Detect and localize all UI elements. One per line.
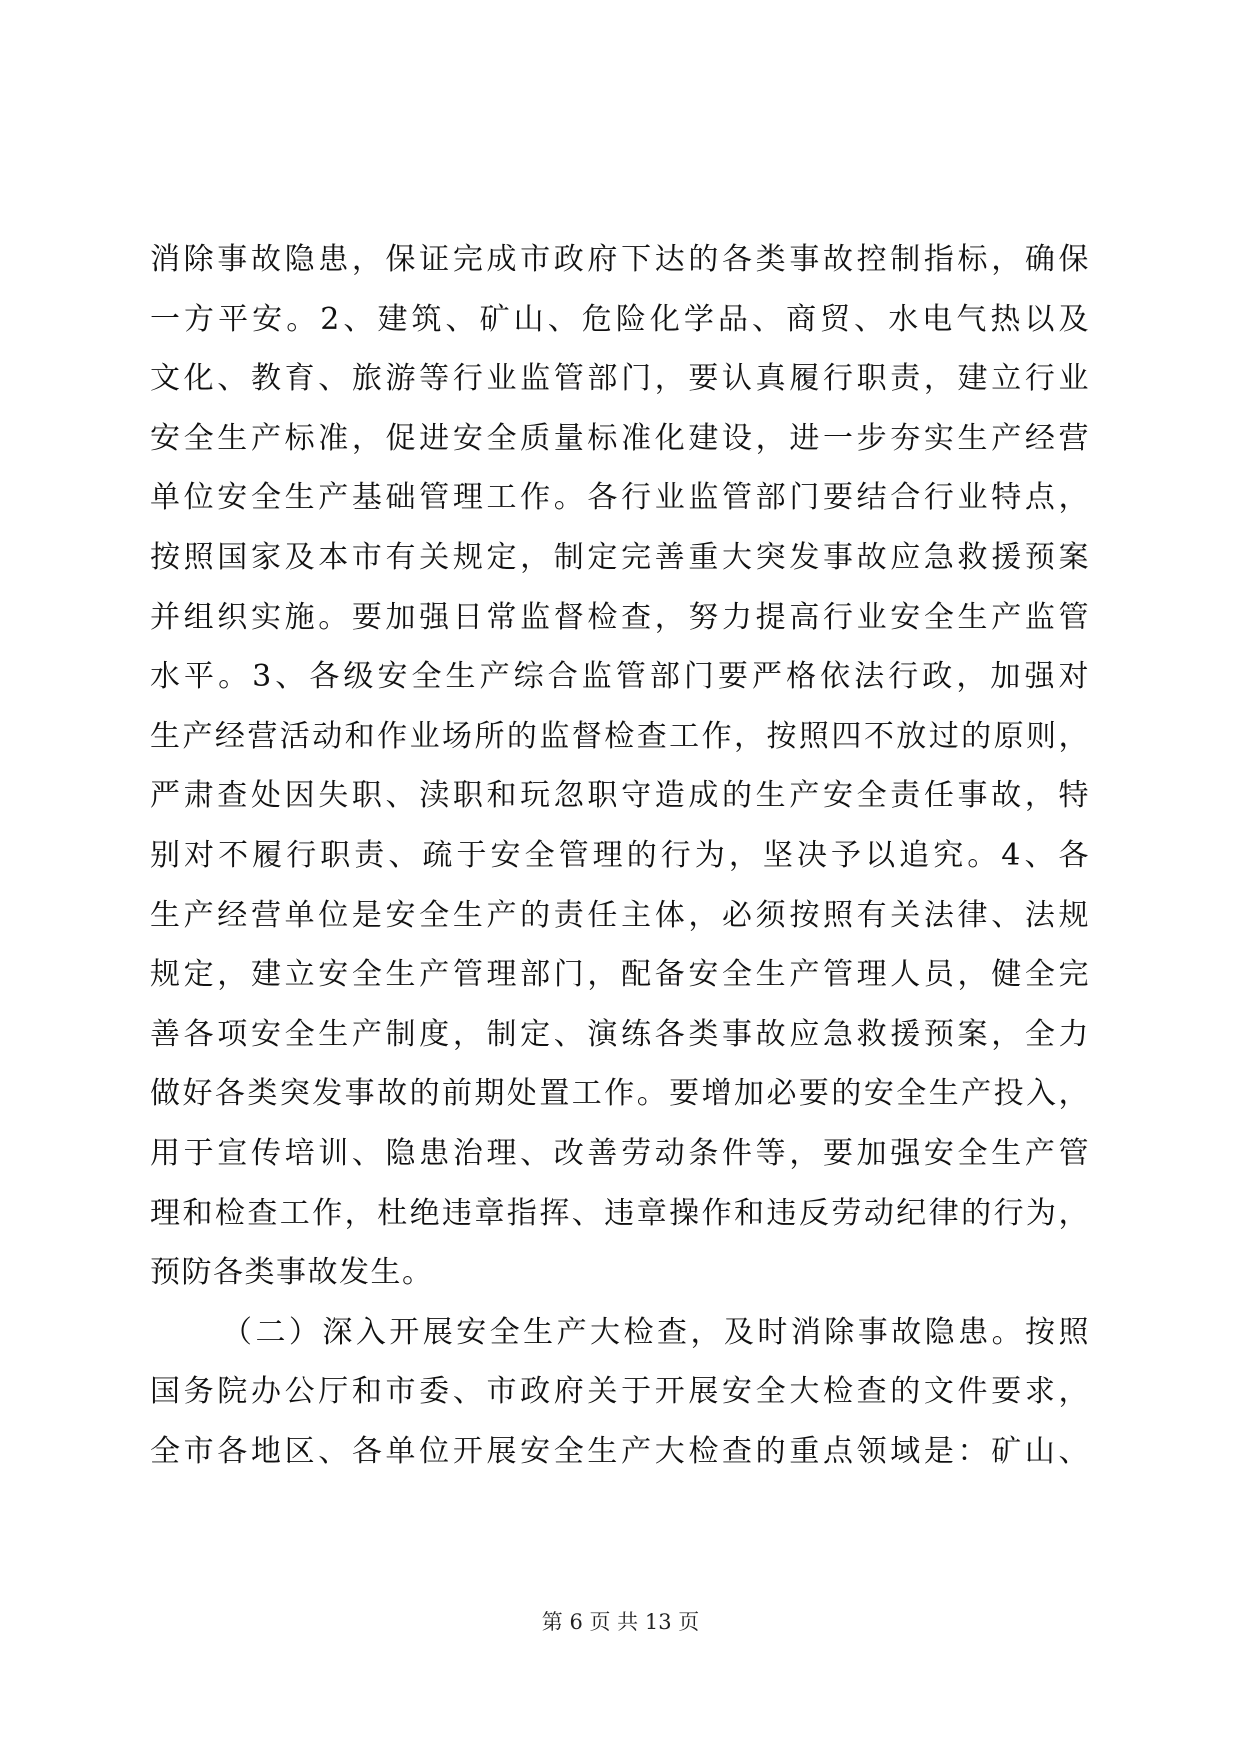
paragraph-end-line: 预防各类事故发生。 <box>150 1255 434 1291</box>
page-number-footer: 第 6 页 共 13 页 <box>541 1610 700 1634</box>
text-line: 严肃查处因失职、渎职和玩忽职守造成的生产安全责任事故，特 <box>150 778 1090 814</box>
text-line: 全市各地区、各单位开展安全生产大检查的重点领域是：矿山、 <box>150 1433 1090 1469</box>
text-line: 别对不履行职责、疏于安全管理的行为，坚决予以追究。4、各 <box>150 837 1090 873</box>
text-line: 生产经营活动和作业场所的监督检查工作，按照四不放过的原则， <box>150 718 1090 754</box>
text-line: 生产经营单位是安全生产的责任主体，必须按照有关法律、法规 <box>150 897 1090 933</box>
text-line: 用于宣传培训、隐患治理、改善劳动条件等，要加强安全生产管 <box>150 1135 1090 1171</box>
text-line: 单位安全生产基础管理工作。各行业监管部门要结合行业特点， <box>150 480 1090 516</box>
text-line: 善各项安全生产制度，制定、演练各类事故应急救援预案，全力 <box>150 1016 1090 1052</box>
text-line: 规定，建立安全生产管理部门，配备安全生产管理人员，健全完 <box>150 957 1090 993</box>
text-line: 安全生产标准，促进安全质量标准化建设，进一步夯实生产经营 <box>150 420 1090 456</box>
text-line: 一方平安。2、建筑、矿山、危险化学品、商贸、水电气热以及 <box>150 301 1090 337</box>
body-text <box>150 230 1090 1481</box>
text-line: 理和检查工作，杜绝违章指挥、违章操作和违反劳动纪律的行为， <box>150 1195 1090 1231</box>
text-line: 文化、教育、旅游等行业监管部门，要认真履行职责，建立行业 <box>150 361 1090 397</box>
text-line: 水平。3、各级安全生产综合监管部门要严格依法行政，加强对 <box>150 659 1090 695</box>
text-line: 做好各类突发事故的前期处置工作。要增加必要的安全生产投入， <box>150 1076 1090 1112</box>
text-line: 并组织实施。要加强日常监督检查，努力提高行业安全生产监管 <box>150 599 1090 635</box>
text-line: 按照国家及本市有关规定，制定完善重大突发事故应急救援预案 <box>150 539 1090 575</box>
text-line: 国务院办公厅和市委、市政府关于开展安全大检查的文件要求， <box>150 1374 1090 1410</box>
section-heading-line: （二）深入开展安全生产大检查，及时消除事故隐患。按照 <box>222 1314 1090 1350</box>
text-line: 消除事故隐患，保证完成市政府下达的各类事故控制指标，确保 <box>150 242 1090 277</box>
